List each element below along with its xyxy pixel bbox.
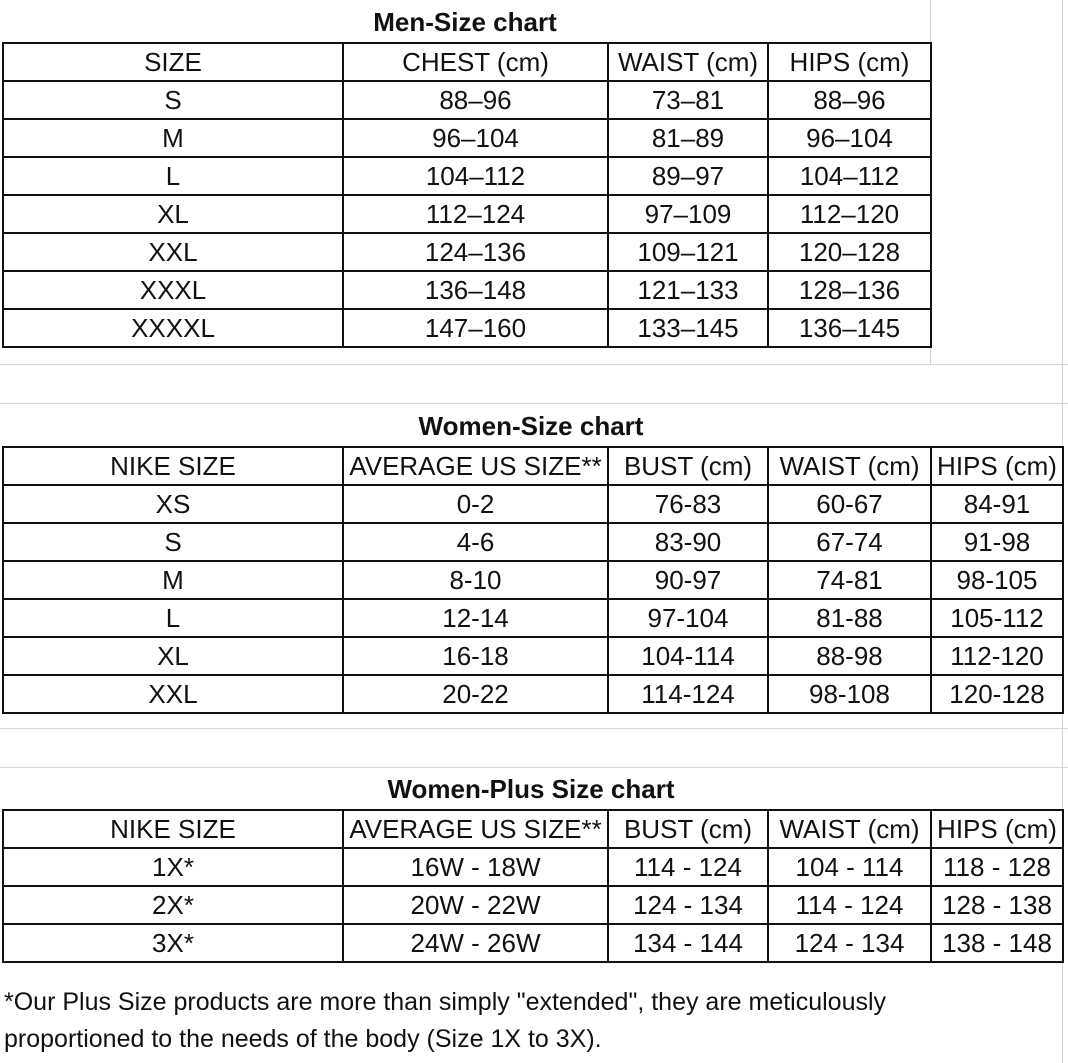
measurement-cell: 134 - 144 [608, 924, 768, 962]
footnote-line-2: proportioned to the needs of the body (Size 1X to 3X). [4, 1025, 602, 1053]
size-cell: 2X* [3, 886, 343, 924]
plus-size-footnote [4, 984, 1054, 1058]
table-row [3, 119, 931, 157]
measurement-cell: 121–133 [608, 271, 768, 309]
measurement-cell: 88–96 [343, 81, 608, 119]
size-cell: XXL [3, 675, 343, 713]
column-header: HIPS (cm) [931, 447, 1063, 485]
measurement-cell: 20W - 22W [343, 886, 608, 924]
measurement-cell: 104–112 [768, 157, 931, 195]
header-row [3, 43, 931, 81]
table-row [3, 195, 931, 233]
table-row [3, 157, 931, 195]
column-header: NIKE SIZE [3, 447, 343, 485]
measurement-cell: 12-14 [343, 599, 608, 637]
measurement-cell: 74-81 [768, 561, 931, 599]
measurement-cell: 8-10 [343, 561, 608, 599]
column-header: WAIST (cm) [608, 43, 768, 81]
measurement-cell: 136–145 [768, 309, 931, 347]
measurement-cell: 76-83 [608, 485, 768, 523]
measurement-cell: 112–124 [343, 195, 608, 233]
table-row [3, 523, 1063, 561]
measurement-cell: 105-112 [931, 599, 1063, 637]
measurement-cell: 20-22 [343, 675, 608, 713]
women-plus-size-chart-title: Women-Plus Size chart [387, 774, 675, 804]
measurement-cell: 112–120 [768, 195, 931, 233]
measurement-cell: 81-88 [768, 599, 931, 637]
women-size-chart-title: Women-Size chart [418, 411, 644, 441]
size-cell: M [3, 119, 343, 157]
column-header: BUST (cm) [608, 810, 768, 848]
column-header: WAIST (cm) [768, 447, 931, 485]
table-row [3, 309, 931, 347]
column-header: NIKE SIZE [3, 810, 343, 848]
column-header: WAIST (cm) [768, 810, 931, 848]
measurement-cell: 16W - 18W [343, 848, 608, 886]
header-row [3, 810, 1063, 848]
table-row [3, 924, 1063, 962]
table-row [3, 561, 1063, 599]
column-header: BUST (cm) [608, 447, 768, 485]
gridline [0, 728, 1068, 729]
measurement-cell: 97–109 [608, 195, 768, 233]
table-row [3, 233, 931, 271]
size-cell: S [3, 523, 343, 561]
measurement-cell: 83-90 [608, 523, 768, 561]
measurement-cell: 138 - 148 [931, 924, 1063, 962]
measurement-cell: 81–89 [608, 119, 768, 157]
measurement-cell: 147–160 [343, 309, 608, 347]
table-row [3, 599, 1063, 637]
measurement-cell: 98-108 [768, 675, 931, 713]
size-cell: XL [3, 195, 343, 233]
men-size-table [2, 42, 932, 348]
column-header: CHEST (cm) [343, 43, 608, 81]
measurement-cell: 96–104 [768, 119, 931, 157]
measurement-cell: 98-105 [931, 561, 1063, 599]
footnote-line-1: *Our Plus Size products are more than simply "extended", they are meticulously [4, 988, 887, 1016]
size-cell: 1X* [3, 848, 343, 886]
table-row [3, 81, 931, 119]
measurement-cell: 90-97 [608, 561, 768, 599]
measurement-cell: 0-2 [343, 485, 608, 523]
measurement-cell: 128 - 138 [931, 886, 1063, 924]
measurement-cell: 109–121 [608, 233, 768, 271]
size-cell: XXL [3, 233, 343, 271]
measurement-cell: 67-74 [768, 523, 931, 561]
table-row [3, 848, 1063, 886]
table-row [3, 675, 1063, 713]
measurement-cell: 16-18 [343, 637, 608, 675]
table-row [3, 637, 1063, 675]
measurement-cell: 24W - 26W [343, 924, 608, 962]
gridline [0, 364, 1068, 365]
size-cell: XL [3, 637, 343, 675]
measurement-cell: 89–97 [608, 157, 768, 195]
measurement-cell: 124 - 134 [768, 924, 931, 962]
measurement-cell: 124 - 134 [608, 886, 768, 924]
size-cell: L [3, 599, 343, 637]
measurement-cell: 114 - 124 [768, 886, 931, 924]
measurement-cell: 84-91 [931, 485, 1063, 523]
size-cell: L [3, 157, 343, 195]
measurement-cell: 120–128 [768, 233, 931, 271]
column-header: SIZE [3, 43, 343, 81]
women-plus-size-table [2, 809, 1064, 963]
measurement-cell: 88–96 [768, 81, 931, 119]
measurement-cell: 133–145 [608, 309, 768, 347]
measurement-cell: 104-114 [608, 637, 768, 675]
table-row [3, 271, 931, 309]
measurement-cell: 124–136 [343, 233, 608, 271]
gridline [0, 767, 1068, 768]
measurement-cell: 104 - 114 [768, 848, 931, 886]
column-header: HIPS (cm) [931, 810, 1063, 848]
measurement-cell: 97-104 [608, 599, 768, 637]
column-header: AVERAGE US SIZE** [343, 810, 608, 848]
column-header: AVERAGE US SIZE** [343, 447, 608, 485]
measurement-cell: 104–112 [343, 157, 608, 195]
measurement-cell: 4-6 [343, 523, 608, 561]
size-cell: S [3, 81, 343, 119]
men-size-chart-title: Men-Size chart [373, 7, 557, 37]
size-cell: XS [3, 485, 343, 523]
size-cell: XXXXL [3, 309, 343, 347]
measurement-cell: 91-98 [931, 523, 1063, 561]
size-cell: 3X* [3, 924, 343, 962]
column-header: HIPS (cm) [768, 43, 931, 81]
measurement-cell: 60-67 [768, 485, 931, 523]
women-size-table [2, 446, 1064, 714]
measurement-cell: 120-128 [931, 675, 1063, 713]
table-row [3, 485, 1063, 523]
measurement-cell: 118 - 128 [931, 848, 1063, 886]
header-row [3, 447, 1063, 485]
measurement-cell: 96–104 [343, 119, 608, 157]
measurement-cell: 112-120 [931, 637, 1063, 675]
measurement-cell: 114-124 [608, 675, 768, 713]
measurement-cell: 136–148 [343, 271, 608, 309]
size-cell: XXXL [3, 271, 343, 309]
measurement-cell: 114 - 124 [608, 848, 768, 886]
measurement-cell: 88-98 [768, 637, 931, 675]
gridline [0, 403, 1068, 404]
measurement-cell: 73–81 [608, 81, 768, 119]
measurement-cell: 128–136 [768, 271, 931, 309]
table-row [3, 886, 1063, 924]
size-cell: M [3, 561, 343, 599]
